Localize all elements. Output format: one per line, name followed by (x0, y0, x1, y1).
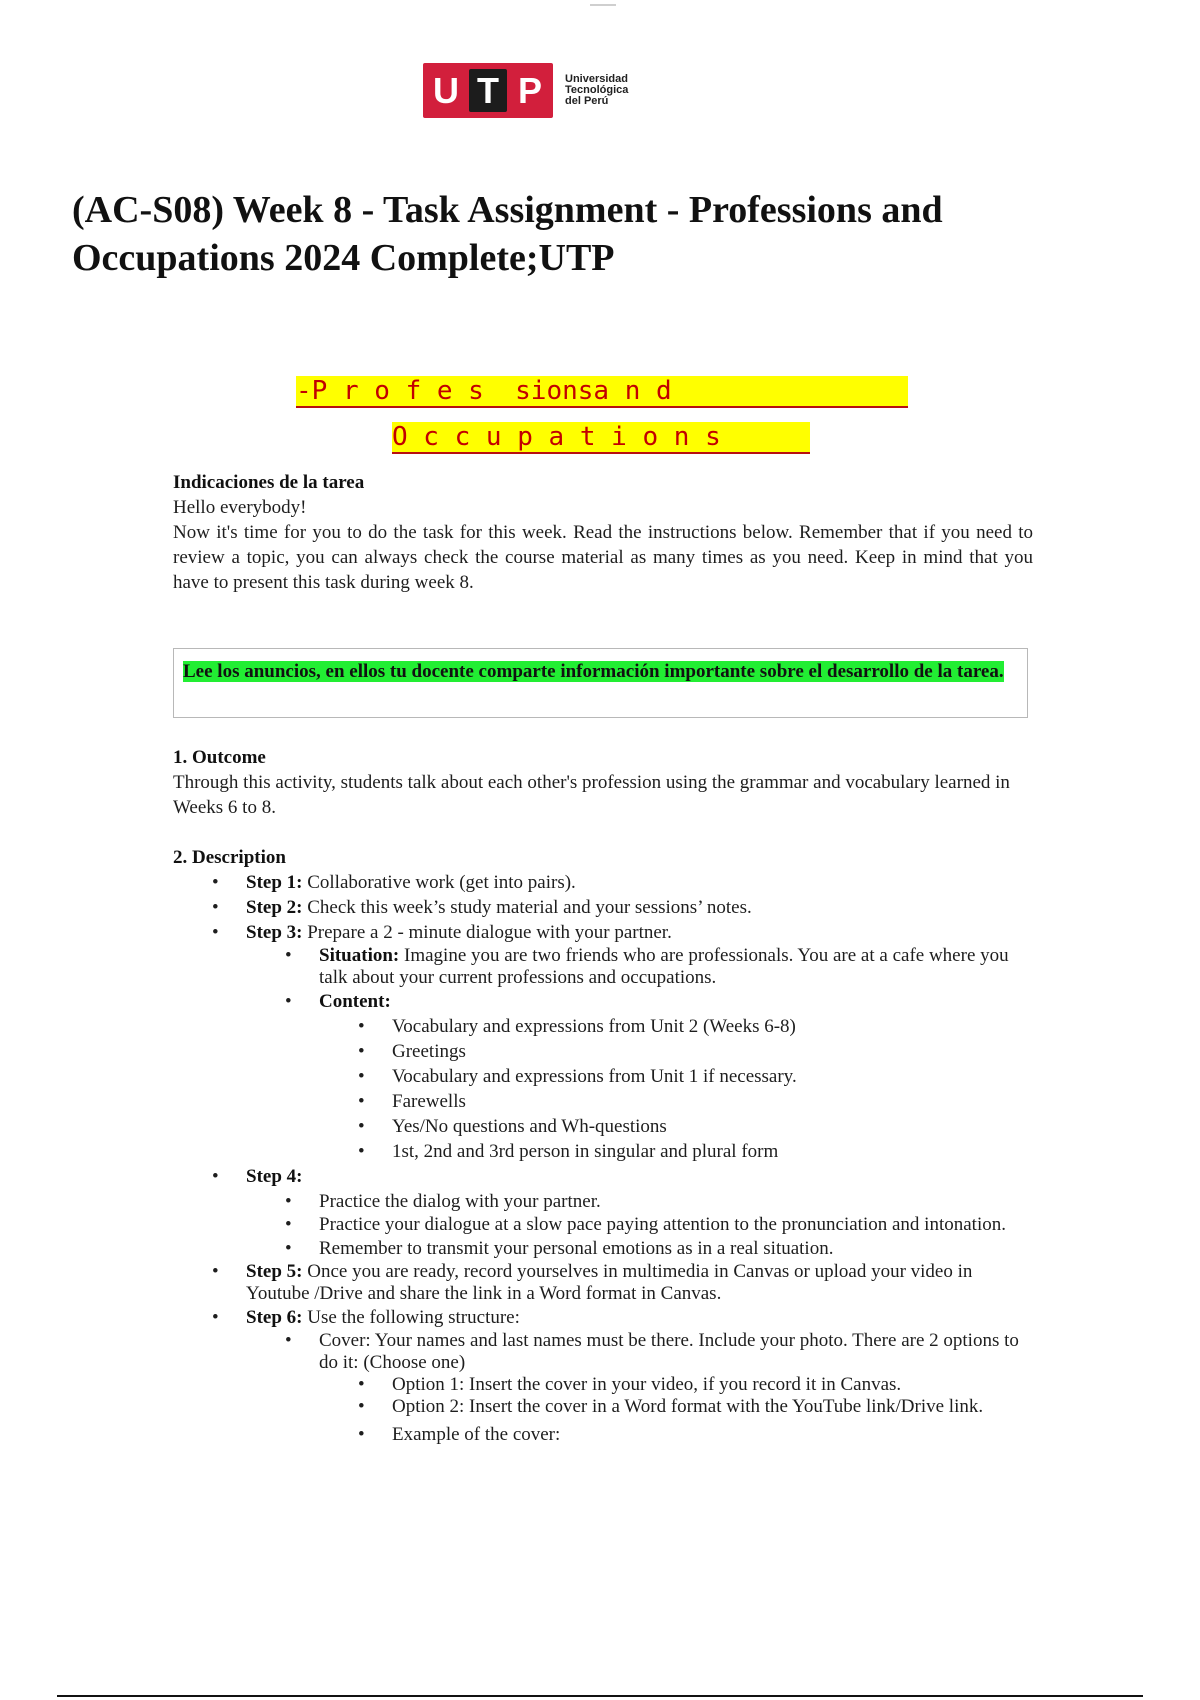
step-4: • Step 4: • Practice the dialog with your partner. • Practice your dialogue at a slow pace paying attention to the pronunciation and intonation. • Remember to transmit your personal emotions as in a real situation. (246, 1164, 1033, 1261)
description-heading: 2. Description (173, 847, 286, 868)
document-title: (AC-S08) Week 8 - Task Assignment - Professions and Occupations 2024 Complete;UTP (72, 189, 943, 279)
logo-letter-t: T (469, 69, 507, 112)
logo-university-name (565, 74, 628, 107)
step-3: • Step 3: Prepare a 2 - minute dialogue with your partner. • Situation: Imagine you are two friends who are professionals. You are at a cafe where you talk about your current professions and occupations. • Content: • Vocabulary and expressions from Unit 2 (Weeks 6-8) • Greetings • Vocabulary and expressions from Unit 1 if necessary. • Farewells • Yes/No questions and Wh-questions • 1st, 2nd and 3rd person in singular and plural form (246, 920, 1033, 1164)
utp-logo (423, 63, 628, 118)
step-2: • Step 2: Check this week’s study material and your sessions’ notes. (246, 895, 1033, 920)
intro-section (173, 470, 1033, 595)
step-4-item: • Practice your dialogue at a slow pace paying attention to the pronunciation and intonation. (319, 1214, 1033, 1236)
step-6-sublist (319, 1330, 1033, 1446)
outcome-heading: 1. Outcome (173, 747, 266, 768)
content-list-item: • Farewells (392, 1089, 1033, 1114)
content-list-item: • Vocabulary and expressions from Unit 1 if necessary. (392, 1064, 1033, 1089)
page-bottom-rule (57, 1695, 1143, 1697)
logo-name-line-1: Universidad (565, 73, 628, 85)
step-6: • Step 6: Use the following structure: • Cover: Your names and last names must be there. Include your photo. There are 2 options to do it: (Choose one) • Option 1: Insert the cover in your video, if you record it in Canvas. • Option 2: Insert the cover in a Word format with the YouTube link/Drive link. • Example of the cover: (246, 1305, 1033, 1446)
banner-line-professions: -P r o f e s sionsa n d (296, 376, 908, 408)
situation-item: • Situation: Imagine you are two friends who are professionals. You are at a cafe where you talk about your current professions and occupations. (319, 945, 1033, 989)
step-3-sublist (319, 945, 1033, 1164)
content-list-item: • Yes/No questions and Wh-questions (392, 1114, 1033, 1139)
intro-paragraph: Now it's time for you to do the task for this week. Read the instructions below. Remember that if you need to review a topic, you can always check the course material as many times as you need. Keep in mind that you have to present this task during week 8. (173, 522, 1033, 593)
step-4-item: • Remember to transmit your personal emotions as in a real situation. (319, 1236, 1033, 1261)
cover-option: • Option 2: Insert the cover in a Word format with the YouTube link/Drive link. (392, 1396, 1033, 1418)
intro-greeting: Hello everybody! (173, 497, 307, 518)
logo-name-line-2: Tecnológica (565, 84, 629, 96)
content-list-item: • Vocabulary and expressions from Unit 2 (Weeks 6-8) (392, 1014, 1033, 1039)
logo-letter-p: P (517, 69, 542, 111)
cover-item: • Cover: Your names and last names must be there. Include your photo. There are 2 options to do it: (Choose one) • Option 1: Insert the cover in your video, if you record it in Canvas. • Option 2: Insert the cover in a Word format with the YouTube link/Drive link. • Example of the cover: (319, 1330, 1033, 1446)
cover-options-list (392, 1374, 1033, 1446)
logo-letter-u: U (433, 69, 459, 111)
description-section (173, 845, 1033, 1446)
outcome-text: Through this activity, students talk about each other's profession using the grammar and vocabulary learned in Weeks 6 to 8. (173, 772, 1010, 818)
intro-heading: Indicaciones de la tarea (173, 472, 365, 493)
cover-option: • Option 1: Insert the cover in your video, if you record it in Canvas. (392, 1374, 1033, 1396)
banner-line-occupations: O c c u p a t i o n s (392, 422, 810, 454)
cover-option: • Example of the cover: (392, 1424, 1033, 1446)
content-list (392, 1014, 1033, 1164)
content-list-item: • 1st, 2nd and 3rd person in singular and plural form (392, 1139, 1033, 1164)
top-divider (590, 4, 616, 6)
step-5: • Step 5: Once you are ready, record yourselves in multimedia in Canvas or upload your video in Youtube /Drive and share the link in a Word format in Canvas. (246, 1261, 1033, 1305)
content-item: • Content: • Vocabulary and expressions from Unit 2 (Weeks 6-8) • Greetings • Vocabulary and expressions from Unit 1 if necessary. • Farewells • Yes/No questions and Wh-questions • 1st, 2nd and 3rd person in singular and plural form (319, 989, 1033, 1164)
step-4-item: • Practice the dialog with your partner. (319, 1189, 1033, 1214)
step-list (246, 870, 1033, 1446)
logo-mark (423, 63, 553, 118)
notice-text: Lee los anuncios, en ellos tu docente comparte información importante sobre el desarrollo de la tarea. (183, 661, 1004, 682)
logo-name-line-3: del Perú (565, 95, 609, 107)
notice-box (173, 648, 1028, 718)
outcome-section (173, 745, 1033, 820)
step-1: • Step 1: Collaborative work (get into pairs). (246, 870, 1033, 895)
content-list-item: • Greetings (392, 1039, 1033, 1064)
step-4-sublist (319, 1189, 1033, 1261)
